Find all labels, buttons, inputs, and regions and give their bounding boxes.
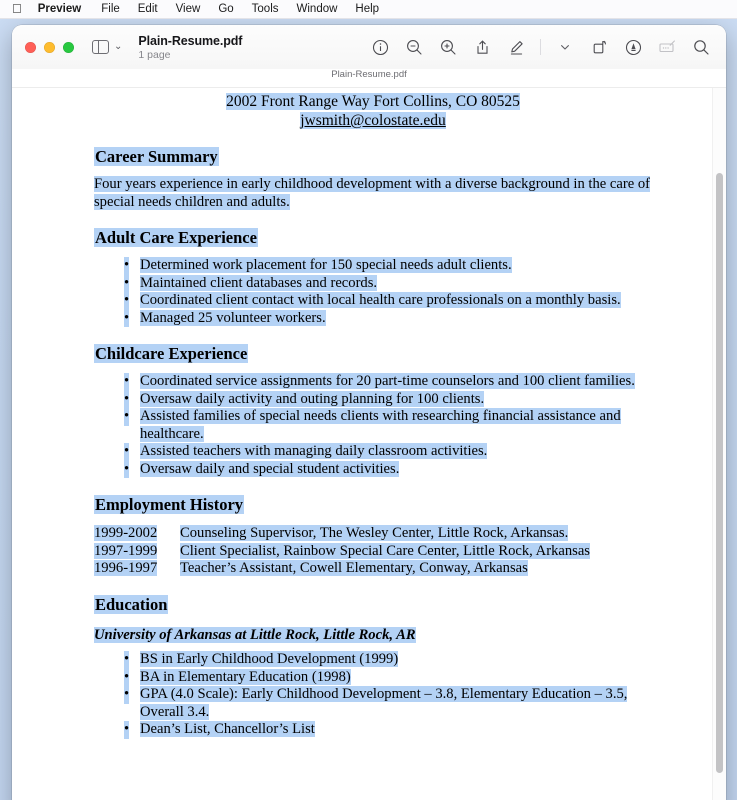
toolbar-separator <box>540 39 541 55</box>
window-toolbar <box>12 25 726 69</box>
heading-text: Adult Care Experience <box>95 228 257 247</box>
document-name-label: Plain-Resume.pdf <box>331 69 407 80</box>
list-item <box>94 461 652 479</box>
list-item-text: Maintained client databases and records. <box>140 274 378 291</box>
section-heading-childcare <box>94 344 652 364</box>
list-item-text: Oversaw daily activity and outing planning for 100 clients. <box>140 390 485 407</box>
resume-email-line <box>94 111 652 130</box>
pdf-viewport[interactable] <box>12 88 726 800</box>
list-item-text: Oversaw daily and special student activities. <box>140 460 400 477</box>
section-heading-career-summary <box>94 147 652 167</box>
bullet-marker: • <box>124 686 130 702</box>
heading-text: Education <box>95 594 168 614</box>
list-item-text: Managed 25 volunteer workers. <box>140 309 326 326</box>
bullet-marker: • <box>124 668 130 685</box>
bullet-marker: • <box>124 721 130 737</box>
job-years-cell <box>94 543 180 561</box>
bullet-marker: • <box>124 257 130 273</box>
list-item <box>94 408 652 443</box>
chevron-down-icon[interactable]: ⌄ <box>114 41 123 52</box>
toolbar-buttons <box>369 36 714 58</box>
sidebar-icon <box>92 40 109 54</box>
section-heading-employment-history <box>94 495 652 515</box>
menu-item-tools[interactable]: Tools <box>241 3 269 15</box>
document-title: Plain-Resume.pdf <box>138 33 243 48</box>
school-text: University of Arkansas at Little Rock, Little Rock, AR <box>94 626 416 643</box>
job-role-text: Counseling Supervisor, The Wesley Center, Little Rock, Arkansas. <box>180 525 569 541</box>
bullet-marker: • <box>124 292 130 308</box>
info-icon[interactable] <box>369 36 391 58</box>
list-item-text: Assisted families of special needs clients with researching financial assistance and healthcare. <box>140 408 621 442</box>
menu-item-edit[interactable]: Edit <box>128 3 148 15</box>
list-item <box>94 443 652 461</box>
list-item <box>94 373 652 391</box>
chevron-down-icon[interactable] <box>554 36 576 58</box>
page-count-label: 1 page <box>138 48 171 61</box>
heading-text: Career Summary <box>95 147 218 166</box>
preview-window <box>12 25 726 800</box>
list-item-text: Assisted teachers with managing daily classroom activities. <box>140 443 488 459</box>
window-controls <box>25 42 74 53</box>
job-role-cell <box>180 525 590 543</box>
paragraph-text: Four years experience in early childhood development with a diverse background in the care of special needs children and adults. <box>94 176 650 210</box>
bullet-marker: • <box>124 373 130 389</box>
highlight-pen-icon[interactable] <box>505 36 527 58</box>
apple-menu-icon[interactable] <box>12 2 22 15</box>
job-years-cell <box>94 525 180 543</box>
job-role-cell <box>180 560 590 578</box>
bullet-marker: • <box>124 274 130 291</box>
menu-item-file[interactable]: File <box>91 3 111 15</box>
email-text: jwsmith@colostate.edu <box>300 112 446 129</box>
bullet-marker: • <box>124 460 130 477</box>
employment-history-table <box>94 525 590 578</box>
zoom-out-icon[interactable] <box>403 36 425 58</box>
childcare-bullet-list <box>94 373 652 478</box>
vertical-scrollbar-thumb[interactable] <box>716 173 723 773</box>
career-summary-paragraph <box>94 176 652 211</box>
job-years-text: 1996-1997 <box>94 560 158 576</box>
list-item-text: Coordinated client contact with local health care professionals on a monthly basis. <box>140 292 621 308</box>
list-item <box>94 275 652 293</box>
document-title-block <box>138 34 242 61</box>
menu-item-preview[interactable]: Preview <box>28 3 72 15</box>
list-item <box>94 391 652 409</box>
menu-item-window[interactable]: Window <box>286 3 328 15</box>
zoom-in-icon[interactable] <box>437 36 459 58</box>
document-name-strip <box>12 69 726 88</box>
list-item-text: BA in Elementary Education (1998) <box>140 668 351 685</box>
share-icon[interactable] <box>471 36 493 58</box>
table-row <box>94 543 590 561</box>
bullet-marker: • <box>124 651 130 667</box>
heading-text: Employment History <box>95 495 244 514</box>
list-item <box>94 721 652 739</box>
list-item-text: Coordinated service assignments for 20 part-time counselors and 100 client families. <box>140 373 635 389</box>
list-item <box>94 651 652 669</box>
bullet-marker: • <box>124 390 130 407</box>
sidebar-toggle-button[interactable] <box>92 40 122 54</box>
menu-item-go[interactable]: Go <box>208 3 224 15</box>
job-role-text: Teacher’s Assistant, Cowell Elementary, Conway, Arkansas <box>180 560 528 576</box>
list-item-text: Determined work placement for 150 special needs adult clients. <box>140 257 512 273</box>
menu-item-view[interactable]: View <box>165 3 191 15</box>
section-heading-education <box>94 595 652 615</box>
heading-text: Childcare Experience <box>95 344 248 363</box>
section-heading-adult-care <box>94 228 652 248</box>
minimize-button[interactable] <box>44 42 55 53</box>
macos-menu-bar <box>0 0 737 19</box>
close-button[interactable] <box>25 42 36 53</box>
job-years-text: 1997-1999 <box>94 542 158 559</box>
job-role-text: Client Specialist, Rainbow Special Care Center, Little Rock, Arkansas <box>180 542 590 559</box>
list-item <box>94 292 652 310</box>
list-item <box>94 310 652 328</box>
bullet-marker: • <box>124 443 130 459</box>
list-item-text: BS in Early Childhood Development (1999) <box>140 651 399 667</box>
pdf-page[interactable] <box>12 88 712 800</box>
resume-address-line <box>94 92 652 111</box>
table-row <box>94 560 590 578</box>
list-item-text: Dean’s List, Chancellor’s List <box>140 721 315 737</box>
bullet-marker: • <box>124 309 130 326</box>
job-years-text: 1999-2002 <box>94 525 158 541</box>
rotate-icon[interactable] <box>588 36 610 58</box>
list-item-text: GPA (4.0 Scale): Early Childhood Development – 3.8, Elementary Education – 3.5, Overall 3.4. <box>140 686 628 720</box>
address-text: 2002 Front Range Way Fort Collins, CO 80525 <box>226 93 520 110</box>
adult-care-bullet-list <box>94 257 652 327</box>
list-item <box>94 669 652 687</box>
education-school-line <box>94 627 652 645</box>
job-years-cell <box>94 560 180 578</box>
education-bullet-list <box>94 651 652 739</box>
maximize-button[interactable] <box>63 42 74 53</box>
vertical-scrollbar-track[interactable] <box>712 88 726 800</box>
markup-toolbar-icon[interactable] <box>656 36 678 58</box>
list-item <box>94 257 652 275</box>
job-role-cell <box>180 543 590 561</box>
menu-item-help[interactable]: Help <box>345 3 370 15</box>
bullet-marker: • <box>124 408 130 424</box>
list-item <box>94 686 652 721</box>
search-icon[interactable] <box>690 36 712 58</box>
annotation-icon[interactable] <box>622 36 644 58</box>
table-row <box>94 525 590 543</box>
